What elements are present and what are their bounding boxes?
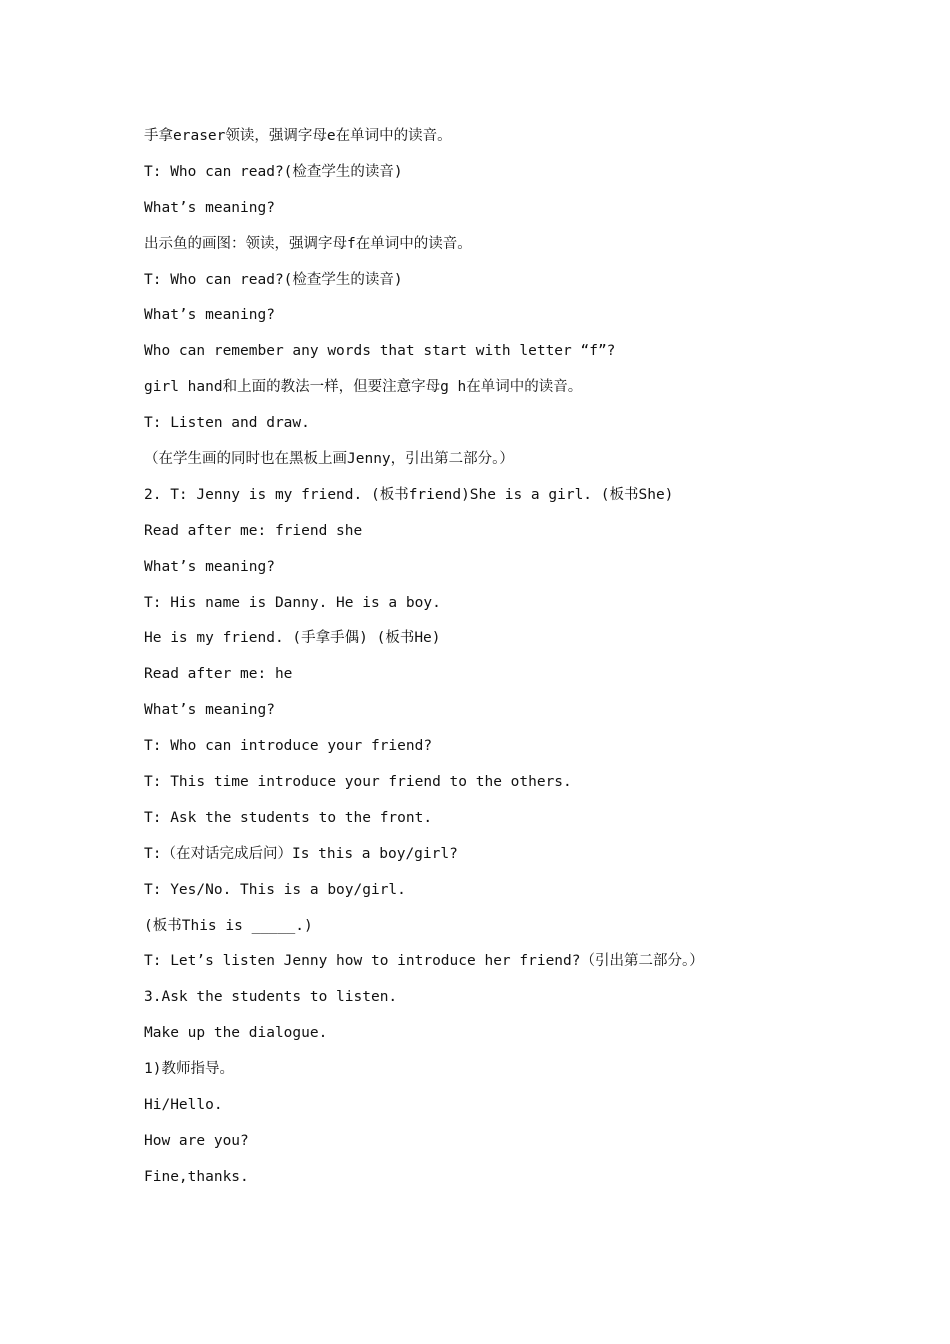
- text-line: （在学生画的同时也在黑板上画Jenny，引出第二部分。）: [144, 451, 514, 468]
- text-line: T: Listen and draw.: [144, 415, 310, 432]
- text-line: What’s meaning?: [144, 199, 275, 216]
- text-line: T: Who can introduce your friend?: [144, 738, 433, 755]
- text-line: girl hand和上面的教法一样，但要注意字母g h在单词中的读音。: [144, 379, 583, 396]
- document-body: [144, 124, 844, 1201]
- text-line: T: Yes/No. This is a boy/girl.: [144, 881, 406, 898]
- text-line: T: His name is Danny. He is a boy.: [144, 594, 441, 611]
- text-line: What’s meaning?: [144, 702, 275, 719]
- text-line: Read after me: friend she: [144, 522, 363, 539]
- text-line: 1)教师指导。: [144, 1061, 234, 1078]
- text-line: How are you?: [144, 1132, 249, 1149]
- text-line: 3.Ask the students to listen.: [144, 989, 398, 1006]
- text-line: Hi/Hello.: [144, 1097, 223, 1114]
- text-line: Make up the dialogue.: [144, 1025, 328, 1042]
- text-line: 出示鱼的画图：领读，强调字母f在单词中的读音。: [144, 235, 472, 252]
- text-line: T: Who can read?(检查学生的读音): [144, 163, 403, 180]
- text-line: What’s meaning?: [144, 307, 275, 324]
- text-line: T: Let’s listen Jenny how to introduce her friend?（引出第二部分。）: [144, 953, 704, 970]
- text-line: (板书This is _____.): [144, 917, 313, 934]
- text-line: 手拿eraser领读，强调字母e在单词中的读音。: [144, 128, 452, 144]
- text-line: 2. T: Jenny is my friend. (板书friend)She is a girl. (板书She): [144, 486, 674, 503]
- text-line: Read after me: he: [144, 666, 293, 683]
- text-line: T: This time introduce your friend to the others.: [144, 774, 572, 791]
- text-line: T:（在对话完成后问）Is this a boy/girl?: [144, 845, 458, 862]
- text-line: He is my friend. (手拿手偶) (板书He): [144, 630, 441, 647]
- text-line: Who can remember any words that start with letter “f”?: [144, 343, 616, 360]
- text-line: Fine,thanks.: [144, 1168, 249, 1185]
- text-line: T: Ask the students to the front.: [144, 809, 433, 826]
- text-line: T: Who can read?(检查学生的读音): [144, 271, 403, 288]
- text-line: What’s meaning?: [144, 558, 275, 575]
